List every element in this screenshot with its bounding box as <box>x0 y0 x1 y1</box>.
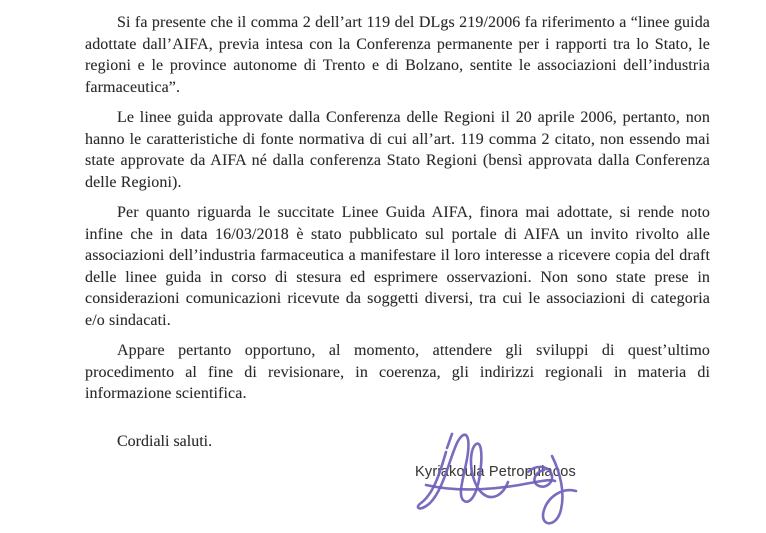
paragraph-2: Le linee guida approvate dalla Conferenza delle Regioni il 20 aprile 2006, pertanto, non hanno le caratteristiche di fonte normativa di cui all’art. 119 comma 2 citato, non essendo mai state approvate da AIFA né dalla conferenza Stato Regioni (bensì approvata dalla Conferenza delle Regioni). <box>85 109 710 191</box>
paragraph-1: Si fa presente che il comma 2 dell’art 119 del DLgs 219/2006 fa riferimento a “linee guida adottate dall’AIFA, previa intesa con la Conferenza permanente per i rapporti tra lo Stato, le regioni e le province autonome di Trento e di Bolzano, sentite le associazioni dell’industria farmaceutica”. <box>85 14 710 96</box>
signature-block <box>400 420 630 533</box>
paragraph-3: Per quanto riguarda le succitate Linee Guida AIFA, finora mai adottate, si rende noto infine che in data 16/03/2018 è stato pubblicato sul portale di AIFA un invito rivolto alle associazioni dell’industria farmaceutica a manifestare il loro interesse a ricevere copia del draft delle linee guida in corso di stesura ed esprimere osservazioni. Non sono state prese in considerazioni comunicazioni ricevute da soggetti diversi, tra cui le associazioni di categoria e/o sindacati. <box>85 204 710 329</box>
closing-salutation: Cordiali saluti. <box>117 432 213 450</box>
paragraph-4: Appare pertanto opportuno, al momento, attendere gli sviluppi di quest’ultimo procedimento al fine di revisionare, in coerenza, gli indirizzi regionali in materia di informazione scientifica. <box>85 342 710 402</box>
signatory-name: Kyriakoula Petropulacos <box>415 464 576 480</box>
